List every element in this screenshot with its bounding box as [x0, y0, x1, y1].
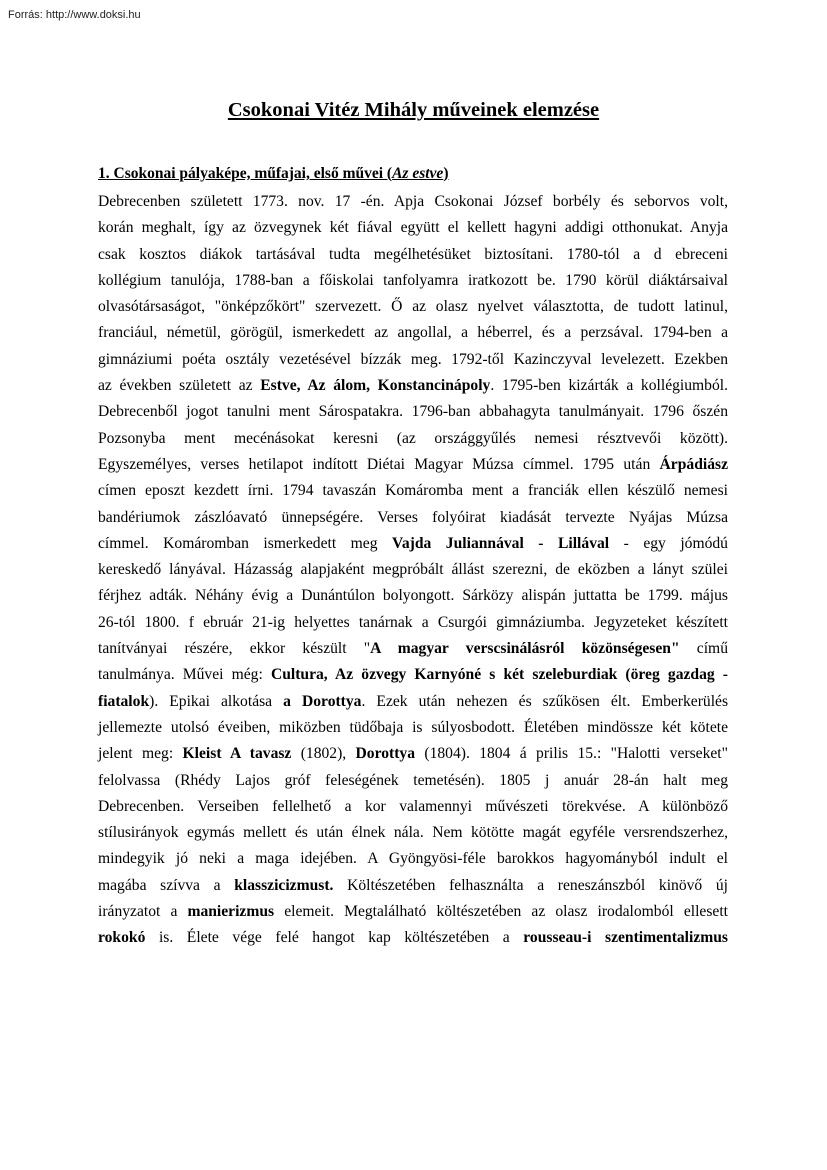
text-run: című — [679, 640, 728, 658]
text-line — [98, 820, 728, 846]
text-run: tanulmánya. Művei még: — [98, 666, 271, 684]
text-line — [98, 268, 728, 294]
bold-text: Kleist A tavasz — [182, 745, 292, 763]
bold-text: a Dorottya — [283, 692, 362, 710]
text-line — [98, 662, 728, 688]
source-url: Forrás: http://www.doksi.hu — [8, 9, 141, 21]
text-line — [98, 741, 728, 767]
text-line — [98, 636, 728, 662]
text-line — [98, 399, 728, 425]
text-line — [98, 426, 728, 452]
bold-text: rousseau-i szentimentalizmus — [523, 929, 728, 947]
bold-text: klasszicizmust. — [234, 876, 334, 894]
bold-text: manierizmus — [187, 903, 275, 921]
text-run: stílusirányok egymás mellett és után élnek nála. Nem kötötte magát egyféle versrendszerhez, — [98, 824, 728, 842]
text-run: (1802), — [291, 745, 356, 763]
document-title: Csokonai Vitéz Mihály műveinek elemzése — [227, 99, 600, 121]
text-run: korán meghalt, így az özvegynek két fiával együtt el kellett hagyni addigi otthonukat. Anyja — [98, 219, 728, 237]
text-line — [98, 242, 728, 268]
text-line — [98, 320, 728, 346]
text-run: csak kosztos diákok tartásával tudta megélhetésüket biztosítani. 1780-tól a d ebreceni — [98, 245, 728, 263]
text-run: Debrecenből jogot tanulni ment Sárospatakra. 1796-ban abbahagyta tanulmányait. 1796 őszén — [98, 403, 728, 421]
text-line — [98, 531, 728, 557]
text-line — [98, 189, 728, 215]
text-run: férjhez adták. Néhány évig a Dunántúlon bolyongott. Sárközy alispán juttatta be 1799. május — [98, 587, 728, 605]
bold-text: Dorottya — [355, 745, 416, 763]
document-body — [98, 189, 728, 952]
bold-text: Árpádiász — [659, 455, 728, 473]
text-run: Debrecenben. Verseiben fellelhető a kor valamennyi művészeti törekvése. A különböző — [98, 797, 728, 815]
text-run: címen eposzt kezdett írni. 1794 tavaszán Komáromba ment a franciák ellen készülő nemesi — [98, 482, 728, 500]
text-line — [98, 452, 728, 478]
text-line — [98, 610, 728, 636]
text-line — [98, 557, 728, 583]
text-line — [98, 689, 728, 715]
bold-text: A magyar verscsinálásról közönségesen" — [370, 640, 680, 658]
text-run: is. Élete vége felé hangot kap költészetében a — [145, 929, 524, 947]
text-line — [98, 505, 728, 531]
section-heading — [98, 165, 449, 183]
text-line — [98, 846, 728, 872]
text-run: tanítványai részére, ekkor készült " — [98, 640, 371, 658]
text-line — [98, 215, 728, 241]
text-run: irányzatot a — [98, 903, 188, 921]
text-run: franciául, németül, görögül, ismerkedett az angollal, a héberrel, és a perzsával. 1794-ben a — [98, 324, 728, 342]
text-run: jellemezte utolsó éveiben, miközben tüdőbaja is súlyosbodott. Életében mindössze két kötete — [98, 718, 728, 736]
text-line — [98, 794, 728, 820]
text-line — [98, 925, 728, 951]
text-run: (1804). 1804 á prilis 15.: "Halotti verseket" — [415, 745, 728, 763]
text-run: jelent meg: — [98, 745, 183, 763]
text-run: gimnáziumi poéta osztály vezetésével bízzák meg. 1792-től Kazinczyval levelezett. Ezekben — [98, 350, 728, 368]
text-run: Egyszemélyes, verses hetilapot indított Diétai Magyar Múzsa címmel. 1795 után — [98, 455, 660, 473]
text-run: címmel. Komáromban ismerkedett meg — [98, 534, 393, 552]
text-line — [98, 583, 728, 609]
text-line — [98, 347, 728, 373]
text-run: olvasótársaságot, "önképzőkört" szervezett. Ő az olasz nyelvet választotta, de tudott latinul, — [98, 298, 728, 316]
text-run: Pozsonyba ment mecénásokat keresni (az országgyűlés nemesi résztvevői között). — [98, 429, 728, 447]
bold-text: Estve, Az álom, Konstancinápoly — [260, 377, 491, 395]
text-line — [98, 715, 728, 741]
bold-text: fiatalok — [98, 692, 150, 710]
bold-text: rokokó — [98, 929, 146, 947]
text-line — [98, 294, 728, 320]
text-run: . Ezek után nehezen és szűkösen élt. Emberkerülés — [361, 692, 729, 710]
text-run: kollégium tanulója, 1788-ban a főiskolai tanfolyamra iratkozott be. 1790 körül diáktársaival — [98, 271, 728, 289]
text-run: mindegyik jó neki a maga idejében. A Gyöngyösi-féle barokkos hagyományból indult el — [98, 850, 728, 868]
text-run: bandériumok zászlóavató ünnepségére. Verses folyóirat kiadását tervezte Nyájas Múzsa — [98, 508, 728, 526]
text-run: ). Epikai alkotása — [149, 692, 284, 710]
text-line — [98, 373, 728, 399]
text-run: Költészetében felhasználta a reneszánszból kinövő új — [333, 876, 728, 894]
text-run: 26-tól 1800. f ebruár 21-ig helyettes tanárnak a Csurgói gimnáziumba. Jegyzeteket készített — [98, 613, 728, 631]
text-run: Debrecenben született 1773. nov. 17 -én. Apja Csokonai József borbély és seborvos volt, — [98, 193, 728, 210]
text-line — [98, 478, 728, 504]
text-line — [98, 768, 728, 794]
bold-text: Vajda Juliannával - Lillával — [392, 534, 610, 552]
text-run: - egy jómódú — [609, 534, 728, 552]
text-run: magába szívva a — [98, 876, 235, 894]
text-run: kereskedő lányával. Házasság alapjaként megpróbált állást szerezni, de eközben a lányt szülei — [98, 561, 728, 579]
text-run: . 1795-ben kizárták a kollégiumból. — [490, 377, 728, 395]
text-line — [98, 899, 728, 925]
text-run: az években született az — [98, 377, 261, 395]
text-run: felolvassa (Rhédy Lajos gróf feleségének temetésén). 1805 j anuár 28-án halt meg — [98, 771, 728, 789]
section-heading-prefix: 1. Csokonai pályaképe, műfajai, első művei ( — [98, 165, 393, 182]
text-run: elemeit. Megtalálható költészetében az olasz irodalomból ellesett — [274, 903, 728, 921]
text-line — [98, 873, 728, 899]
section-heading-suffix: ) — [443, 165, 449, 182]
bold-text: Cultura, Az özvegy Karnyóné s két szeleburdiak (öreg gazdag - — [270, 666, 728, 684]
section-heading-italic: Az estve — [392, 165, 444, 182]
